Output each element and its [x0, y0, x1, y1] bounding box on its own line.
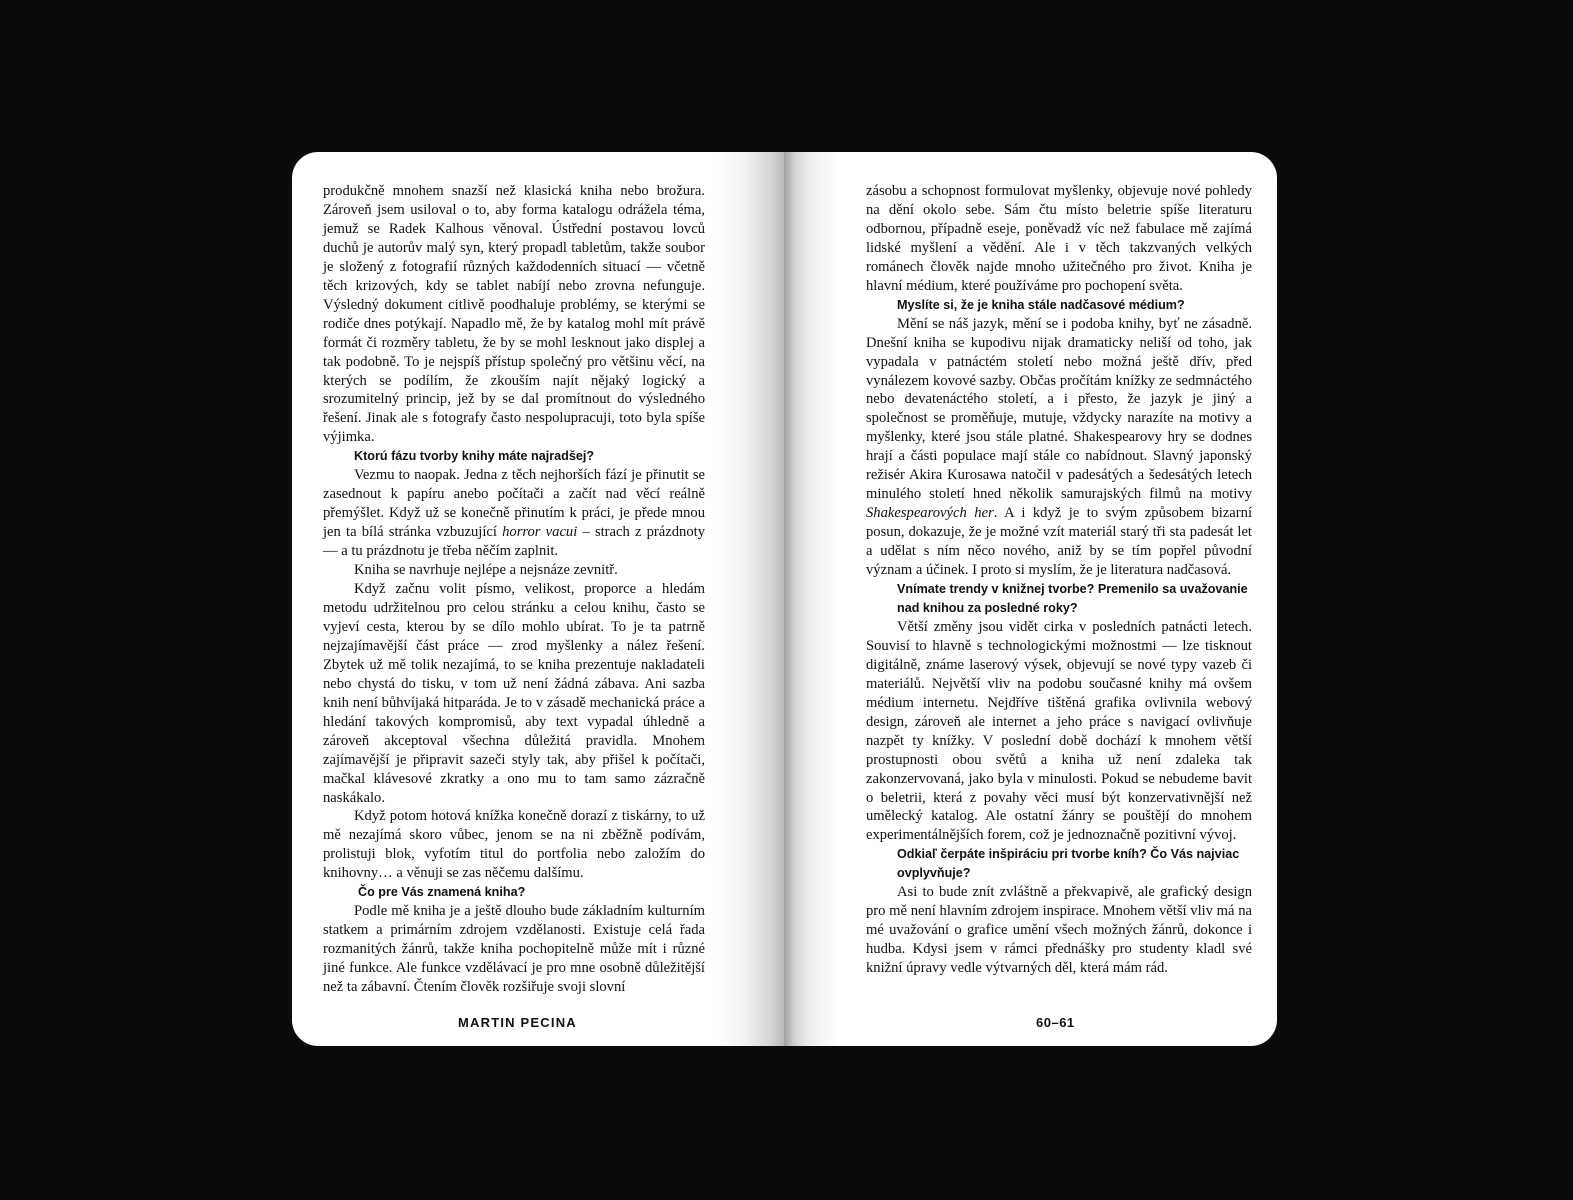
- italic-phrase: Shakespearových her: [866, 505, 994, 522]
- interview-question: Myslíte si, že je kniha stále nadčasové médium?: [897, 297, 1185, 312]
- paragraph: Když potom hotová knížka konečně dorazí z tiskárny, to už mě nezajímá skoro vůbec, jenom se na ni zběžně podívám, prolistuji blok, vyfotím titul do portfolia nebo založím do knihovny… a věnuji se zas něčemu dalšímu.: [323, 808, 705, 882]
- paragraph: Když začnu volit písmo, velikost, proporce a hledám metodu udržitelnou pro celou stránku a celou knihu, často se vyjeví cesta, kterou by se dílo mohlo ubírat. To je ta patrně nejzajímavější část práce — zrod myšlenky a nález řešení. Zbytek už mě tolik nezajímá, to se kniha prezentuje nakladateli nebo chystá do tisku, v tom už není žádná zábava. Ani sazba knih není bůhvíjaká hitparáda. Je to v zásadě mechanická práce a hledání takových kompromisů, aby text vypadal úhledně a zároveň akceptoval všechna důležitá pravidla. Mnohem zajímavější je připravit sazeči styly tak, aby přišel k počítači, mačkal klávesové zkratky a ono mu to tam samo zázračně naskákalo.: [323, 581, 705, 806]
- page-numbers: 60–61: [1036, 1015, 1075, 1030]
- paragraph: zásobu a schopnost formulovat myšlenky, objevuje nové pohledy na dění okolo sebe. Sám čtu místo beletrie spíše literaturu odbornou, případně eseje, poněvadž víc než fabulace mě zajímá lidské myšlení a vědění. Ale i v těch takzvaných velkých románech člověk najde mnoho užitečného pro život. Kniha je hlavní médium, které používáme pro pochopení světa.: [866, 183, 1252, 294]
- interview-question: Vnímate trendy v knižnej tvorbe? Premenilo sa uvažovanie nad knihou za posledné roky?: [897, 582, 1248, 615]
- italic-phrase: horror vacui: [502, 524, 578, 541]
- paragraph: Podle mě kniha je a ještě dlouho bude základním kulturním statkem a primárním zdrojem vzdělanosti. Existuje celá řada rozmanitých žánrů, takže kniha pochopitelně může mít i různé jiné funkce. Ale funkce vzdělávací je pro mne osobně důležitější než ta zábavní. Čtením člověk rozšiřuje svoji slovní: [323, 903, 705, 996]
- paragraph: Asi to bude znít zvláštně a překvapivě, ale grafický design pro mě není hlavním zdrojem inspirace. Mnohem větší vliv má na mé uvažování o grafice umění všech možných žánrů, dokonce i hudba. Kdysi jsem v rámci přednášky pro studenty kladl své knižní úpravy vedle výtvarných děl, která mám rád.: [866, 884, 1252, 977]
- paragraph: Kniha se navrhuje nejlépe a nejsnáze zevnitř.: [354, 562, 618, 579]
- right-page: [784, 152, 1277, 1046]
- paragraph: Mění se náš jazyk, mění se i podoba knihy, byť ne zásadně. Dnešní kniha se kupodivu nijak dramaticky neliší od toho, jak vypadala v patnáctém století nebo možná ještě dřív, před vynálezem kovové sazby. Občas pročítám knížky ze sedmnáctého nebo devatenáctého století, a i přesto, že jazyk je jiný a společnost se proměňuje, mutuje, vždycky narazíte na motivy a myšlenky, které jsou stále platné. Shakespearovy hry se dodnes hrají a části populace mají stále co nabídnout. Slavný japonský režisér Akira Kurosawa natočil v padesátých a šedesátých letech minulého století hned několik samurajských filmů na motivy Shakespearových her. A i když je to svým způsobem bizarní posun, dokazuje, že je možné vzít materiál starý tři sta padesát let a udělat s ním něco nového, aniž by se tím popřel původní význam a účinek. I proto si myslím, že je literatura nadčasová.: [866, 315, 1252, 579]
- open-book: [292, 152, 1277, 1046]
- left-page: [292, 152, 784, 1046]
- left-page-text: [323, 182, 705, 997]
- paragraph: Větší změny jsou vidět cirka v posledních patnácti letech. Souvisí to hlavně s technologickými možnostmi — lze tisknout digitálně, známe laserový výsek, objevují se nové typy vazeb či materiálů. Největší vliv na podobu současné knihy má ovšem médium internetu. Nejdříve tištěná grafika ovlivnila webový design, zároveň ale internet a jeho práce s navigací ovlivňuje nazpět ty knížky. V poslední době dochází k mnohem větší prostupnosti obou světů a kniha už není zdaleka tak zakonzervovaná, jako byla v minulosti. Pokud se nebudeme bavit o beletrii, která z povahy věci musí být konzervativnější než umělecký katalog. Ale ostatní žánry se pouštějí do mnohem experimentálnějších forem, což je jednoznačně pozitivní vývoj.: [866, 618, 1252, 844]
- right-page-text: [866, 182, 1252, 978]
- interview-question: Ktorú fázu tvorby knihy máte najradšej?: [354, 449, 595, 464]
- interview-question: Čo pre Vás znamená kniha?: [358, 885, 526, 900]
- paragraph: produkčně mnohem snazší než klasická kniha nebo brožura. Zároveň jsem usiloval o to, aby forma katalogu odrážela téma, jemuž se Radek Kalhous věnoval. Ústřední postavou lovců duchů je autorův malý syn, který propadl tabletům, takže soubor je složený z fotografií různých každodenních situací — včetně těch krizových, kdy se tablet nabíjí nebo zrovna nefunguje. Výsledný dokument citlivě poodhaluje problémy, se kterými se rodiče dnes potýkají. Napadlo mě, že by katalog mohl mít právě formát či rozměry tabletu, že by se mohl lesknout jako displej a tak podobně. To je nejspíš přístup společný pro většinu věcí, na kterých se podílím, že zkouším najít nějaký logický a srozumitelný princip, jež by se dal promítnout do výsledného řešení. Jinak ale s fotografy často nespolupracuji, toto byla spíše výjimka.: [323, 183, 705, 446]
- paragraph: Vezmu to naopak. Jedna z těch nejhorších fází je přinutit se zasednout k papíru anebo počítači a začít nad věcí reálně přemýšlet. Když už se konečně přinutím k práci, je přede mnou jen ta bílá stránka vzbuzující horror vacui – strach z prázdnoty — a tu prázdnotu je třeba něčím zaplnit.: [323, 467, 705, 560]
- running-footer-author: MARTIN PECINA: [458, 1015, 577, 1030]
- interview-question: Odkiaľ čerpáte inšpiráciu pri tvorbe kníh? Čo Vás najviac ovplyvňuje?: [897, 847, 1240, 881]
